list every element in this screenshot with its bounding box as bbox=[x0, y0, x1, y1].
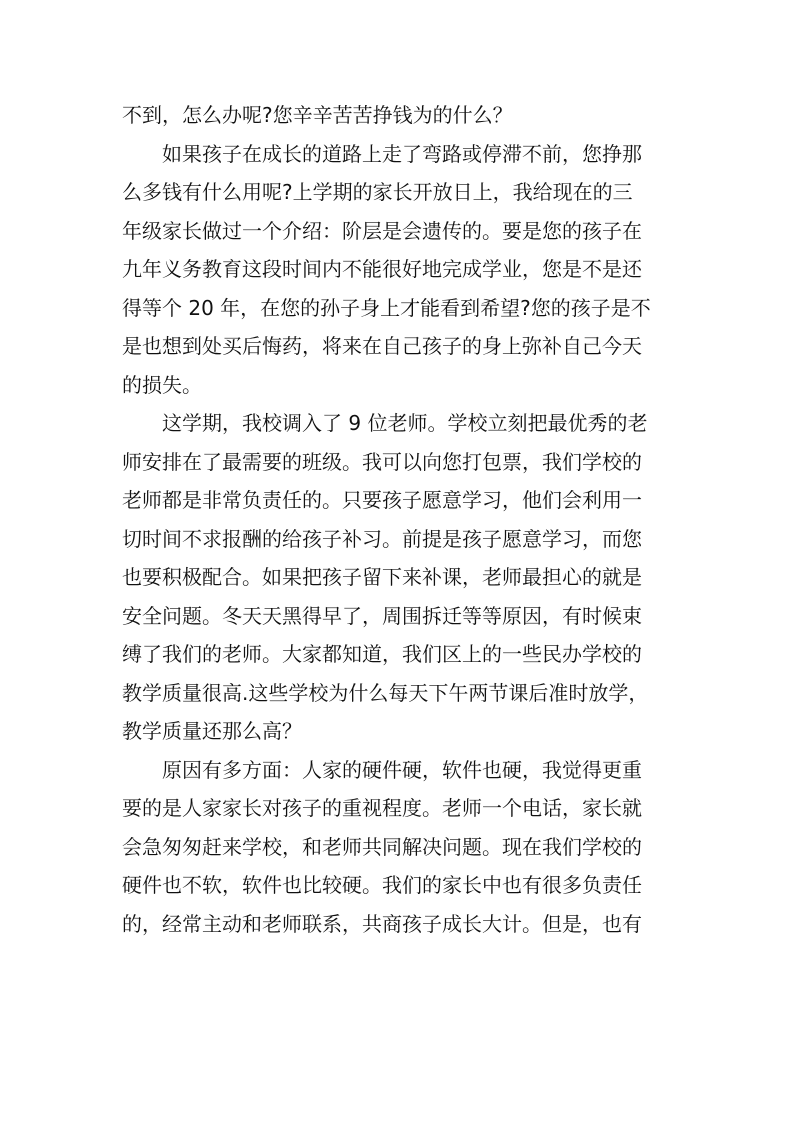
text-line: 么多钱有什么用呢?上学期的家长开放日上，我给现在的三 bbox=[122, 180, 633, 204]
text-line: 老师都是非常负责任的。只要孩子愿意学习，他们会利用一 bbox=[122, 488, 642, 512]
text-line: 教学质量还那么高？ bbox=[122, 719, 302, 743]
text-line: 会急匆匆赶来学校，和老师共同解决问题。现在我们学校的 bbox=[122, 834, 642, 859]
paragraph-first-line: 原因有多方面：人家的硬件硬，软件也硬，我觉得更重 bbox=[162, 757, 642, 782]
paragraph-first-line: 这学期，我校调入了 9 位老师。学校立刻把最优秀的老 bbox=[162, 411, 648, 435]
text-line: 师安排在了最需要的班级。我可以向您打包票，我们学校的 bbox=[122, 449, 642, 474]
text-line: 硬件也不软，软件也比较硬。我们的家长中也有很多负责任 bbox=[122, 873, 642, 897]
text-line: 教学质量很高.这些学校为什么每天下午两节课后准时放学， bbox=[122, 680, 649, 705]
text-line: 安全问题。冬天天黑得早了，周围拆迁等等原因，有时候束 bbox=[122, 603, 642, 628]
text-line: 也要积极配合。如果把孩子留下来补课，老师最担心的就是 bbox=[122, 565, 642, 589]
text-line: 缚了我们的老师。大家都知道，我们区上的一些民办学校的 bbox=[122, 642, 642, 666]
text-line: 要的是人家家长对孩子的重视程度。老师一个电话，家长就 bbox=[122, 796, 642, 820]
text-line: 九年义务教育这段时间内不能很好地完成学业，您是不是还 bbox=[122, 257, 642, 281]
paragraph-first-line: 如果孩子在成长的道路上走了弯路或停滞不前，您挣那 bbox=[162, 141, 642, 166]
text-line: 得等个 20 年，在您的孙子身上才能看到希望?您的孩子是不 bbox=[122, 295, 651, 320]
text-line: 年级家长做过一个介绍：阶层是会遗传的。要是您的孩子在 bbox=[122, 218, 642, 243]
text-line: 切时间不求报酬的给孩子补习。前提是孩子愿意学习，而您 bbox=[122, 526, 642, 551]
document-body bbox=[122, 96, 677, 943]
text-line: 不到，怎么办呢?您辛辛苦苦挣钱为的什么？ bbox=[122, 103, 513, 127]
text-line: 的损失。 bbox=[122, 372, 202, 397]
text-line: 是也想到处买后悔药，将来在自己孩子的身上弥补自己今天 bbox=[122, 334, 642, 358]
text-line: 的，经常主动和老师联系，共商孩子成长大计。但是，也有 bbox=[122, 911, 642, 936]
